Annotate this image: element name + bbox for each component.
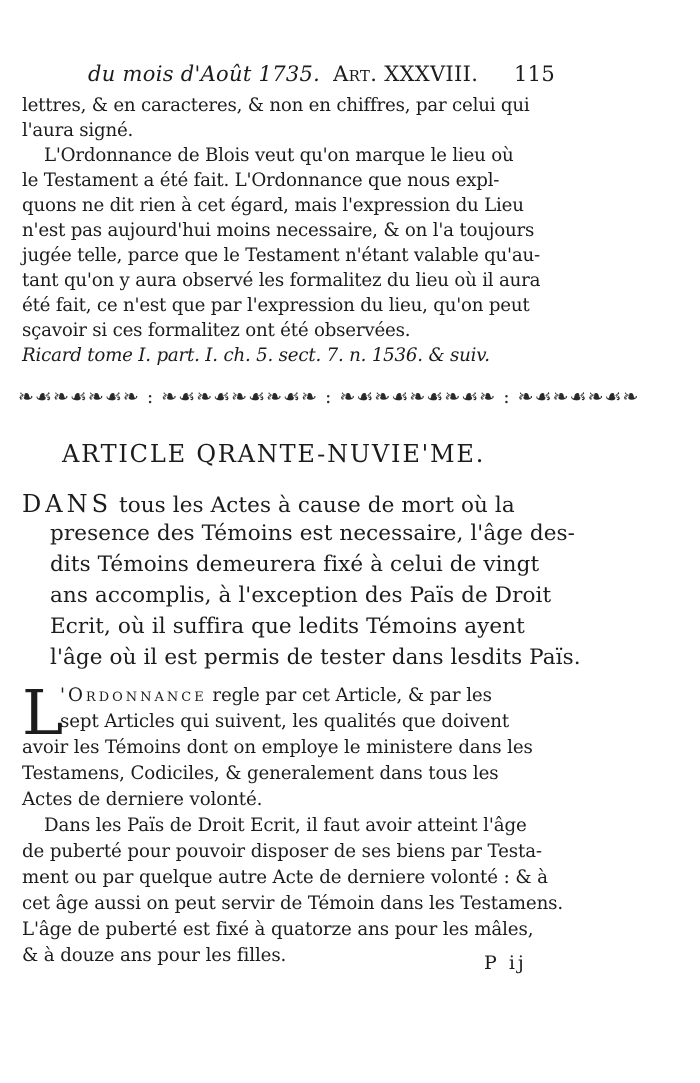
text-segment: tous les Actes à cause de mort où la [118, 493, 515, 518]
article-first-line [22, 490, 515, 518]
text-line: Testamens, Codiciles, & generalement dans tous les [22, 763, 499, 784]
text-segment: sçavoir si ces formalitez ont été observées. [22, 320, 411, 341]
text-line: L'âge de puberté est fixé à quatorze ans pour les mâles, [22, 919, 534, 940]
ornamental-divider: ❧☙❧☙❧☙❧ : ❧☙❧☙❧☙❧☙❧ : ❧☙❧☙❧☙❧☙❧ : ❧☙❧☙❧☙❧ [18, 386, 640, 408]
article-first-word: DANS [22, 490, 113, 518]
text-line: & à douze ans pour les filles. [22, 945, 287, 966]
text-line: été fait, ce n'est que par l'expression du lieu, qu'on peut [22, 295, 530, 316]
text-line: cet âge aussi on peut servir de Témoin dans les Testamens. [22, 893, 564, 914]
signature-mark: P ij [484, 952, 527, 974]
text-line: Dans les Païs de Droit Ecrit, il faut avoir atteint l'âge [44, 815, 527, 836]
text-line-with-citation [22, 320, 410, 341]
article-line: ans accomplis, à l'exception des Païs de Droit [50, 583, 552, 608]
text-line: de puberté pour pouvoir disposer de ses biens par Testa- [22, 841, 542, 862]
article-line: Ecrit, où il suffira que ledits Témoins ayent [50, 614, 525, 639]
text-segment: regle par cet Article, & par les [212, 685, 492, 706]
article-title: ARTICLE QRANTE-NUVIE'ME. [62, 440, 486, 468]
running-title: du mois d'Août 1735. [88, 62, 321, 86]
article-line: presence des Témoins est necessaire, l'âge des- [50, 521, 576, 546]
commentary-first-line [60, 685, 492, 706]
text-line: l'aura signé. [22, 120, 134, 141]
drop-cap: L [22, 676, 64, 749]
text-line: tant qu'on y aura observé les formalitez du lieu où il aura [22, 270, 541, 291]
text-line: lettres, & en caracteres, & non en chiffres, par celui qui [22, 95, 530, 116]
text-line: ment ou par quelque autre Acte de derniere volonté : & à [22, 867, 548, 888]
page-number: 115 [514, 62, 555, 86]
text-line: L'Ordonnance de Blois veut qu'on marque le lieu où [44, 145, 514, 166]
text-line: jugée telle, parce que le Testament n'étant valable qu'au- [22, 245, 540, 266]
article-line: l'âge où il est permis de tester dans lesdits Païs. [50, 645, 581, 670]
text-line: le Testament a été fait. L'Ordonnance que nous expl- [22, 170, 500, 191]
commentary-first-word: 'Ordonnance [60, 685, 207, 706]
running-header [88, 62, 555, 86]
text-line: sept Articles qui suivent, les qualités que doivent [60, 711, 510, 732]
text-line: avoir les Témoins dont on employe le ministere dans les [22, 737, 533, 758]
article-line: dits Témoins demeurera fixé à celui de vingt [50, 552, 540, 577]
text-line: n'est pas aujourd'hui moins necessaire, & on l'a toujours [22, 220, 535, 241]
text-line: Actes de derniere volonté. [22, 789, 263, 810]
text-line: quons ne dit rien à cet égard, mais l'expression du Lieu [22, 195, 524, 216]
citation: Ricard tome I. part. I. ch. 5. sect. 7. n. 1536. & suiv. [22, 345, 490, 366]
article-reference: Art. XXXVIII. [333, 62, 479, 86]
